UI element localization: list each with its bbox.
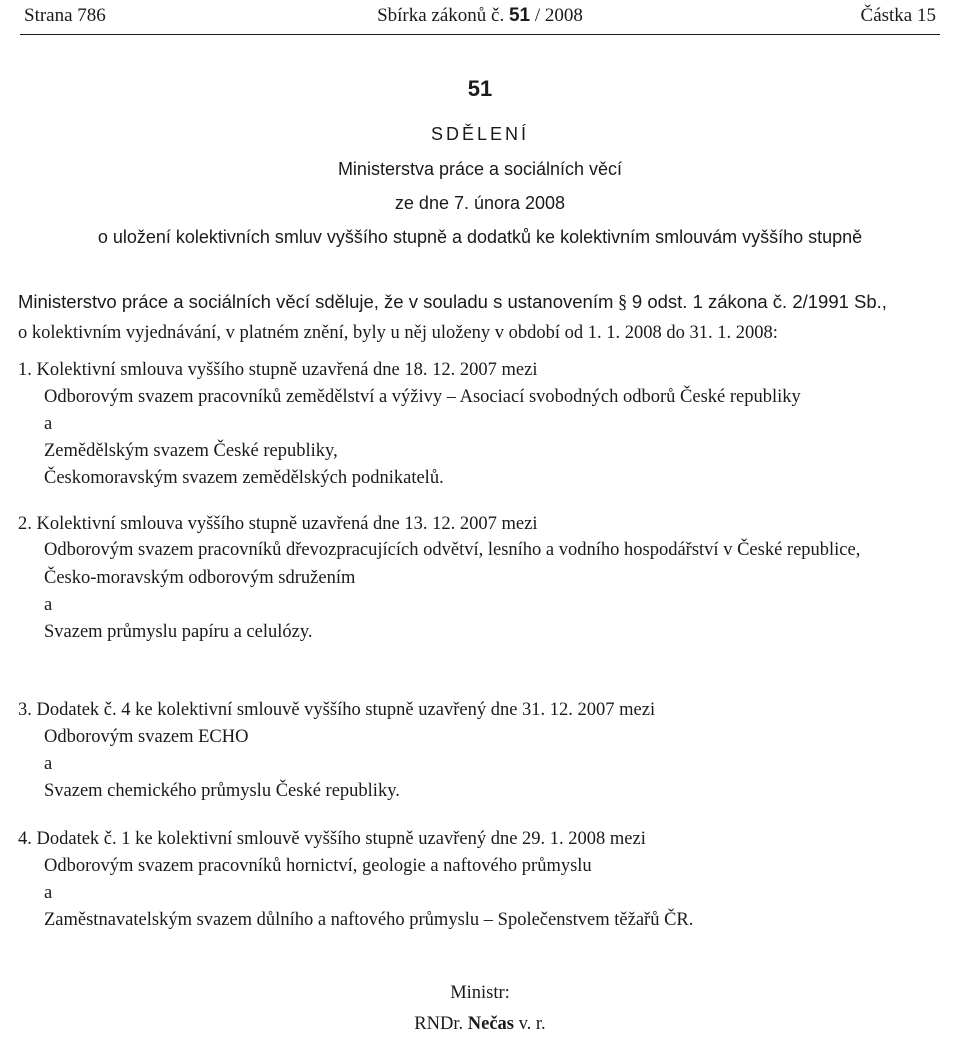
list-item	[18, 510, 942, 646]
item-heading: 2. Kolektivní smlouva vyššího stupně uzavřená dne 13. 12. 2007 mezi	[18, 514, 538, 534]
party-line: Česko-moravským odborovým sdružením	[44, 568, 356, 588]
collection-prefix: Sbírka zákonů č.	[377, 5, 505, 26]
list-item	[18, 356, 942, 492]
signature-suffix: v. r.	[518, 1014, 546, 1034]
intro-text-b: 9 odst. 1 zákona č. 2/1991 Sb.,	[631, 291, 887, 312]
conjunction: a	[44, 414, 53, 434]
collection-year: / 2008	[534, 5, 583, 26]
party-line: Odborovým svazem pracovníků zemědělství a výživy – Asociací svobodných odborů České republiky	[44, 387, 801, 407]
document-issuer: Ministerstva práce a sociálních věcí	[337, 159, 623, 179]
conjunction: a	[44, 754, 53, 774]
intro-text-a: Ministerstvo práce a sociálních věcí sděluje, že v souladu s ustanovením	[18, 291, 614, 312]
list-item	[18, 825, 942, 934]
party-line: Odborovým svazem pracovníků hornictví, geologie a naftového průmyslu	[44, 856, 592, 876]
document-date: ze dne 7. února 2008	[394, 193, 566, 213]
document-number: 51	[467, 76, 493, 101]
party-line: Svazem průmyslu papíru a celulózy.	[44, 622, 313, 642]
signature-role: Ministr:	[450, 983, 510, 1003]
intro-line-2: o kolektivním vyjednávání, v platném znění, byly u něj uloženy v období od 1. 1. 2008 do 31. 1. 2008:	[18, 323, 778, 343]
signature-name	[0, 1014, 960, 1035]
collection-number: 51	[508, 5, 531, 26]
page-number: Strana 786	[24, 5, 106, 26]
party-line: Odborovým svazem ECHO	[44, 727, 249, 747]
paragraph-sign: §	[618, 293, 628, 313]
item-heading: 1. Kolektivní smlouva vyššího stupně uzavřená dne 18. 12. 2007 mezi	[18, 360, 538, 380]
party-line: Zemědělským svazem České republiky,	[44, 441, 338, 461]
party-line: Českomoravským svazem zemědělských podnikatelů.	[44, 468, 444, 488]
header-divider	[20, 34, 940, 35]
party-line: Odborovým svazem pracovníků dřevozpracujících odvětví, lesního a vodního hospodářství v České republice,	[44, 540, 861, 560]
intro-line-1	[18, 291, 942, 314]
item-heading: 4. Dodatek č. 1 ke kolektivní smlouvě vyššího stupně uzavřený dne 29. 1. 2008 mezi	[18, 829, 646, 849]
conjunction: a	[44, 595, 53, 615]
conjunction: a	[44, 883, 53, 903]
part-number: Částka 15	[860, 5, 936, 26]
document-title: SDĚLENÍ	[430, 124, 530, 144]
list-item	[18, 696, 942, 805]
party-line: Svazem chemického průmyslu České republiky.	[44, 781, 400, 801]
item-heading: 3. Dodatek č. 4 ke kolektivní smlouvě vyššího stupně uzavřený dne 31. 12. 2007 mezi	[18, 700, 656, 720]
signature-surname: Nečas	[467, 1014, 514, 1034]
party-line: Zaměstnavatelským svazem důlního a naftového průmyslu – Společenstvem těžařů ČR.	[44, 910, 694, 930]
document-subject: o uložení kolektivních smluv vyššího stupně a dodatků ke kolektivním smlouvám vyššího stupně	[97, 227, 863, 247]
page-header	[24, 2, 936, 30]
signature-prefix: RNDr.	[414, 1014, 464, 1034]
collection-reference	[24, 2, 936, 30]
